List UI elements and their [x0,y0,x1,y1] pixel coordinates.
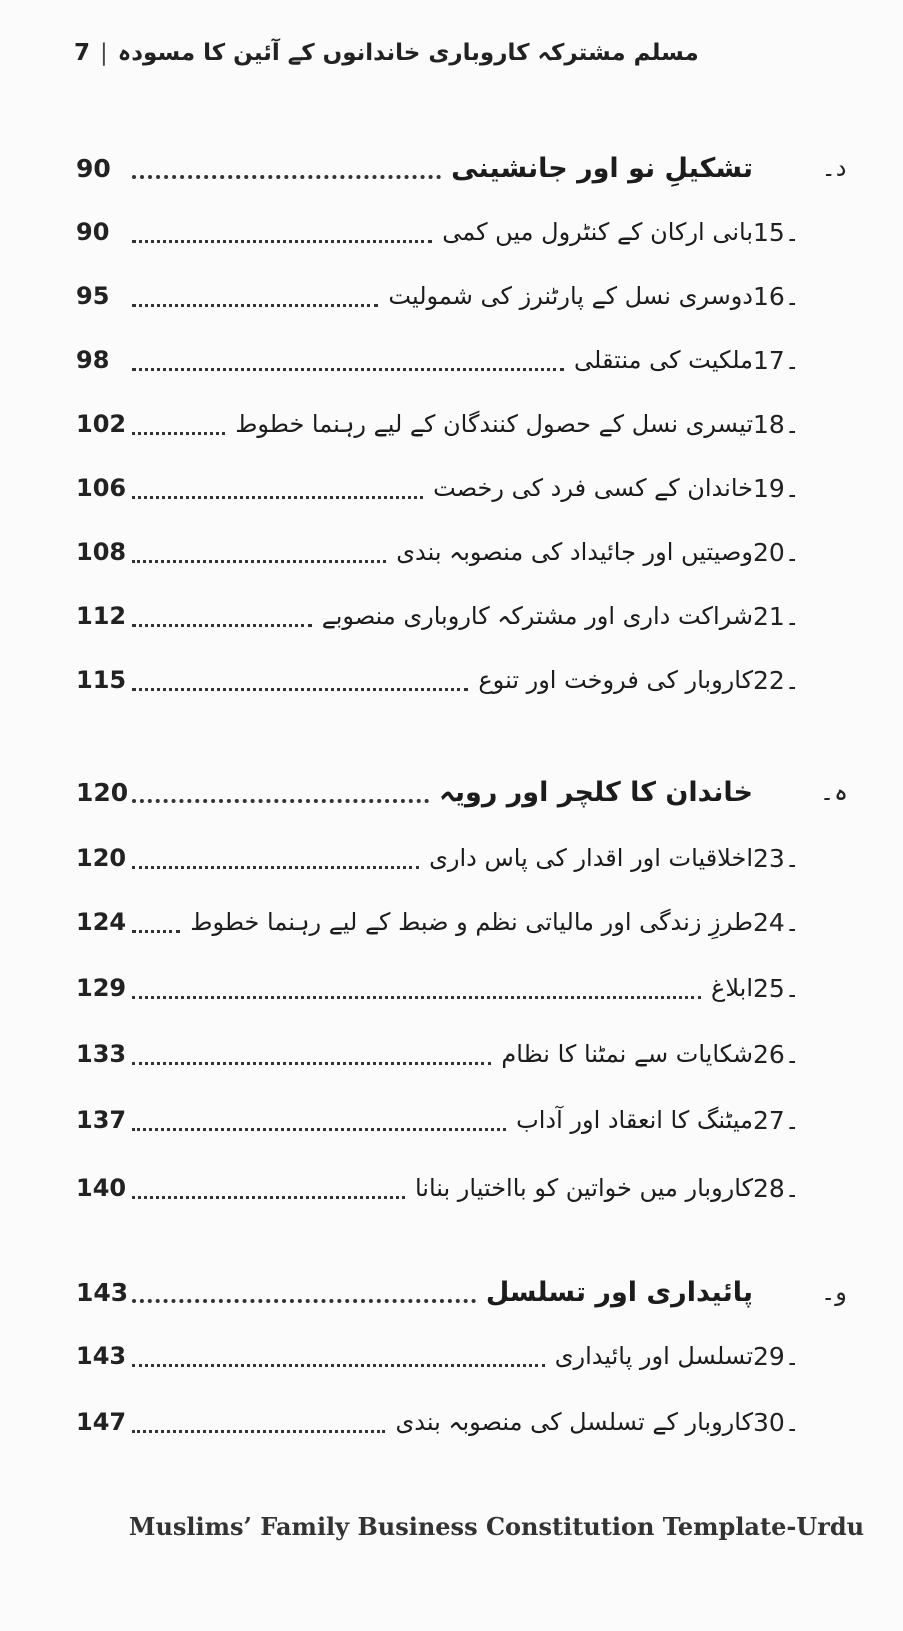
entry-page: 120 [76,844,127,872]
entry-number: 24۔ [753,907,800,937]
dot-leader [132,496,423,499]
dot-leader [132,930,180,933]
header-separator: | [100,40,108,66]
entry-number: 27۔ [753,1105,800,1135]
entry-title: خاندان کے کسی فرد کی رخصت [433,474,753,502]
dot-leader [132,799,429,803]
dot-leader [132,240,432,243]
entry-page: 143 [76,1342,127,1370]
entry-number: 16۔ [753,281,800,311]
toc-entry[interactable] [76,968,863,1008]
toc-entry[interactable] [76,1168,863,1208]
entry-title: میٹنگ کا انعقاد اور آداب [516,1106,753,1134]
toc-section[interactable] [76,1272,863,1312]
dot-leader [132,175,441,179]
dot-leader [132,368,564,371]
entry-page: 98 [76,346,110,374]
toc-entry[interactable] [76,1336,863,1376]
entry-title: شراکت داری اور مشترکہ کاروباری منصوبے [321,602,753,630]
section-marker: ہ۔ [819,778,849,806]
entry-title: تسلسل اور پائیداری [554,1342,753,1370]
entry-title: تیسری نسل کے حصول کنندگان کے لیے رہنما خطوط [235,410,753,438]
entry-number: 15۔ [753,217,800,247]
dot-leader [132,1430,385,1433]
entry-title: بانی ارکان کے کنٹرول میں کمی [442,218,753,246]
entry-page: 106 [76,474,127,502]
entry-page: 124 [76,908,127,936]
toc-section[interactable] [76,148,863,188]
dot-leader [132,996,701,999]
dot-leader [132,1364,545,1367]
toc-section[interactable] [76,772,863,812]
entry-number: 19۔ [753,473,800,503]
entry-title: کاروبار کی فروخت اور تنوع [478,666,753,694]
toc-entry[interactable] [76,1034,863,1074]
entry-number: 25۔ [753,973,800,1003]
entry-number: 28۔ [753,1173,800,1203]
dot-leader [132,560,386,563]
entry-number: 20۔ [753,537,800,567]
entry-title: ابلاغ [711,974,753,1002]
entry-page: 95 [76,282,110,310]
entry-number: 29۔ [753,1341,800,1371]
entry-page: 108 [76,538,127,566]
dot-leader [132,688,468,691]
entry-title: دوسری نسل کے پارٹنرز کی شمولیت [388,282,753,310]
entry-number: 18۔ [753,409,800,439]
dot-leader [132,624,312,627]
entry-title: اخلاقیات اور اقدار کی پاس داری [429,844,753,872]
dot-leader [132,1196,405,1199]
toc-entry[interactable] [76,902,863,942]
entry-page: 137 [76,1106,127,1134]
entry-number: 30۔ [753,1407,800,1437]
section-title: خاندان کا کلچر اور رویہ [439,776,753,808]
header-title: مسلم مشترکہ کاروباری خاندانوں کے آئین کا مسودہ [117,40,699,66]
dot-leader [132,1062,491,1065]
entry-title: کاروبار میں خواتین کو بااختیار بنانا [414,1174,753,1202]
dot-leader [132,1128,506,1131]
entry-number: 23۔ [753,843,800,873]
entry-number: 21۔ [753,601,800,631]
section-page: 90 [76,153,111,183]
entry-page: 112 [76,602,127,630]
entry-title: کاروبار کے تسلسل کی منصوبہ بندی [395,1408,753,1436]
entry-page: 102 [76,410,127,438]
entry-number: 22۔ [753,665,800,695]
entry-page: 147 [76,1408,127,1436]
dot-leader [132,432,225,435]
toc-entry[interactable] [76,340,863,380]
toc-entry[interactable] [76,212,863,252]
section-page: 120 [76,777,129,807]
entry-title: ملکیت کی منتقلی [574,346,753,374]
section-marker: و۔ [821,1278,847,1306]
section-marker: د۔ [821,154,847,182]
toc-entry[interactable] [76,468,863,508]
toc-entry[interactable] [76,1402,863,1442]
entry-number: 26۔ [753,1039,800,1069]
entry-title: شکایات سے نمٹنا کا نظام [501,1040,753,1068]
dot-leader [132,866,419,869]
dot-leader [132,304,378,307]
entry-page: 90 [76,218,110,246]
entry-title: وصیتیں اور جائیداد کی منصوبہ بندی [396,538,753,566]
entry-page: 133 [76,1040,127,1068]
toc-entry[interactable] [76,660,863,700]
section-title: تشکیلِ نو اور جانشینی [451,152,753,184]
entry-page: 140 [76,1174,127,1202]
page-footer: Muslims’ Family Business Constitution Template-Urdu [128,1512,865,1541]
header-page-number: 7 [74,40,91,66]
toc-entry[interactable] [76,838,863,878]
entry-page: 129 [76,974,127,1002]
toc-entry[interactable] [76,1100,863,1140]
toc-entry[interactable] [76,532,863,572]
dot-leader [132,1299,476,1303]
entry-number: 17۔ [753,345,800,375]
entry-title: طرزِ زندگی اور مالیاتی نظم و ضبط کے لیے رہنما خطوط [190,908,753,936]
running-header [74,40,699,66]
entry-page: 115 [76,666,127,694]
toc-entry[interactable] [76,276,863,316]
toc-entry[interactable] [76,404,863,444]
section-page: 143 [76,1277,129,1307]
section-title: پائیداری اور تسلسل [485,1276,753,1308]
toc-entry[interactable] [76,596,863,636]
